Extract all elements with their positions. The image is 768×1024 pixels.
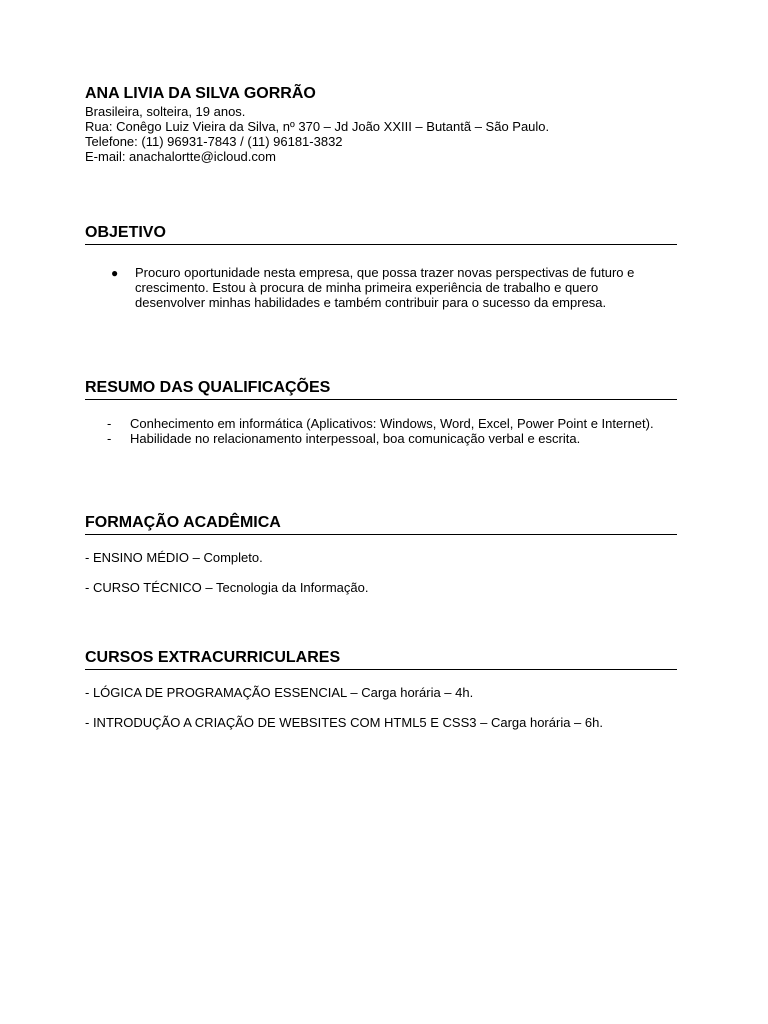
section-qualificacoes bbox=[85, 379, 677, 446]
section-cursos bbox=[85, 649, 677, 730]
section-objetivo bbox=[85, 224, 677, 310]
section-title-qualificacoes: RESUMO DAS QUALIFICAÇÕES bbox=[85, 379, 677, 400]
list-item: - INTRODUÇÃO A CRIAÇÃO DE WEBSITES COM HTML5 E CSS3 – Carga horária – 6h. bbox=[85, 715, 603, 730]
list-item-text: Habilidade no relacionamento interpessoal, boa comunicação verbal e escrita. bbox=[130, 431, 581, 446]
objetivo-list bbox=[85, 265, 677, 310]
email: E-mail: anachalortte@icloud.com bbox=[85, 149, 276, 164]
dash-icon: - bbox=[107, 431, 112, 446]
list-item bbox=[85, 416, 677, 431]
phone: Telefone: (11) 96931-7843 / (11) 96181-3832 bbox=[85, 134, 343, 149]
list-item-text: Conhecimento em informática (Aplicativos: Windows, Word, Excel, Power Point e Internet). bbox=[130, 416, 654, 431]
list-item bbox=[85, 431, 677, 446]
qualificacoes-list bbox=[85, 416, 677, 446]
list-item bbox=[85, 265, 677, 310]
dash-icon: - bbox=[107, 416, 112, 431]
candidate-name: ANA LIVIA DA SILVA GORRÃO bbox=[85, 85, 316, 102]
section-title-formacao: FORMAÇÃO ACADÊMICA bbox=[85, 514, 677, 535]
list-item-text: Procuro oportunidade nesta empresa, que possa trazer novas perspectivas de futuro e crescimento. Estou à procura de minha primeira experiência de trabalho e quero desenvolver minhas habilidades e também contribuir para o sucesso da empresa. bbox=[135, 265, 635, 310]
address: Rua: Conêgo Luiz Vieira da Silva, nº 370 – Jd João XXIII – Butantã – São Paulo. bbox=[85, 119, 550, 134]
section-title-objetivo: OBJETIVO bbox=[85, 224, 677, 245]
list-item: - ENSINO MÉDIO – Completo. bbox=[85, 550, 263, 565]
personal-info: Brasileira, solteira, 19 anos. bbox=[85, 104, 246, 119]
section-formacao bbox=[85, 514, 677, 595]
bullet-icon: ● bbox=[111, 266, 119, 280]
section-title-cursos: CURSOS EXTRACURRICULARES bbox=[85, 649, 677, 670]
resume-header bbox=[85, 84, 677, 164]
list-item: - CURSO TÉCNICO – Tecnologia da Informação. bbox=[85, 580, 369, 595]
list-item: - LÓGICA DE PROGRAMAÇÃO ESSENCIAL – Carga horária – 4h. bbox=[85, 685, 474, 700]
